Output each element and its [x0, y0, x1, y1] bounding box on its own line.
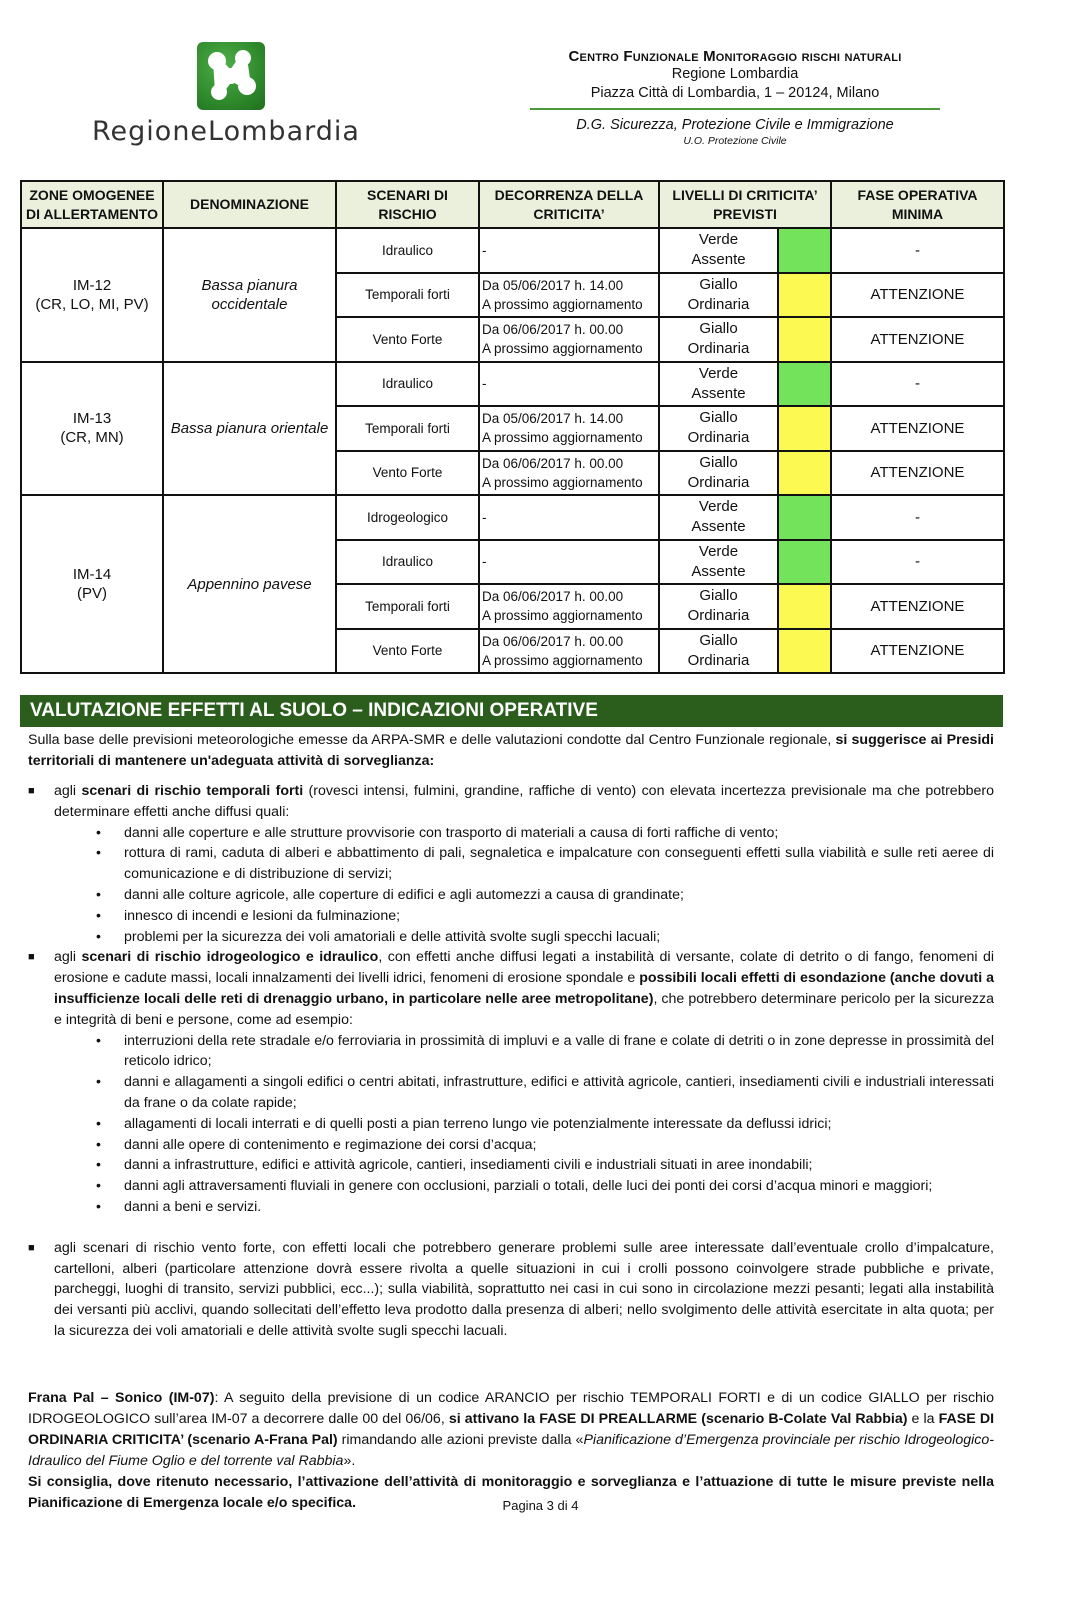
- bullet-icon: •: [96, 1136, 101, 1153]
- denominazione-cell: Bassa pianura occidentale: [163, 228, 336, 362]
- sublist-item-text: innesco di incendi e lesioni da fulminazione;: [124, 907, 401, 924]
- decorrenza-start: Da 05/06/2017 h. 14.00: [482, 411, 624, 427]
- livello-criticita: Assente: [691, 384, 746, 402]
- zone-provinces: (CR, LO, MI, PV): [35, 295, 149, 313]
- livello-color-name: Verde: [698, 542, 739, 560]
- bullet-icon: •: [96, 886, 101, 903]
- bullet-icon: •: [96, 1032, 101, 1049]
- intro-bold-text: si suggerisce ai Presidi territoriali di mantenere un'adeguata attività di sorveglianza:: [28, 732, 994, 769]
- frana-pal-paragraph: [28, 1388, 994, 1472]
- department: D.G. Sicurezza, Protezione Civile e Immigrazione: [576, 117, 894, 133]
- square-bullet-icon: ■: [28, 785, 35, 797]
- livello-color-name: Giallo: [699, 453, 738, 471]
- livello-cell: [659, 629, 778, 674]
- decorrenza-cell: [479, 629, 659, 674]
- document-header: [530, 48, 940, 148]
- livello-cell: [659, 495, 778, 540]
- livello-cell: [659, 584, 778, 629]
- col-header-zone: ZONE OMOGENEE DI ALLERTAMENTO: [21, 181, 163, 228]
- livello-criticita: Ordinaria: [687, 473, 750, 491]
- sublist-item-text: danni e allagamenti a singoli edifici o centri abitati, infrastrutture, edifici e attività agricole, cantieri, insediamenti civili e industriali interessati da frane o da colate rapide;: [124, 1074, 994, 1111]
- logo-wordmark: RegioneLombardia: [92, 116, 360, 147]
- square-bullet-icon: ■: [28, 951, 35, 964]
- livello-color-swatch: [778, 540, 831, 585]
- zone-provinces: (PV): [77, 585, 107, 602]
- livello-color-name: Verde: [698, 498, 739, 516]
- fase-operativa-cell: ATTENZIONE: [831, 584, 1004, 629]
- decorrenza-cell: [479, 406, 659, 451]
- bullet-icon: •: [96, 1074, 101, 1091]
- decorrenza-end: A prossimo aggiornamento: [482, 341, 643, 357]
- denominazione-cell: Appennino pavese: [163, 495, 336, 673]
- livello-criticita: Ordinaria: [687, 651, 750, 669]
- org-address: Piazza Città di Lombardia, 1 – 20124, Milano: [590, 85, 880, 101]
- livello-cell: [659, 317, 778, 362]
- bullet-icon: •: [96, 824, 101, 841]
- list-item-idrogeologico: [28, 947, 994, 1030]
- org-region: Regione Lombardia: [671, 66, 799, 82]
- regione-lombardia-logo: [92, 42, 372, 152]
- frana-text: rimandando alle azioni previste dalla «: [337, 1432, 584, 1448]
- livello-criticita: Ordinaria: [687, 340, 750, 358]
- livello-color-swatch: [778, 273, 831, 318]
- item-bold: possibili locali effetti di esondazione (anche dovuti a insufficienze locali delle reti di drenaggio urbano, in particolare nelle aree metropolitane): [54, 970, 994, 1007]
- org-title: Centro Funzionale Monitoraggio rischi naturali: [568, 48, 902, 65]
- square-bullet-icon: ■: [28, 1241, 35, 1254]
- sublist-item-text: allagamenti di locali interrati e di quelli posti a pian terreno lungo vie potenzialmente interessate da deflussi idrici;: [124, 1115, 832, 1132]
- scenario-cell: Vento Forte: [336, 317, 479, 362]
- unit: U.O. Protezione Civile: [683, 135, 787, 147]
- livello-color-name: Giallo: [699, 409, 738, 427]
- sublist-item: [28, 1135, 994, 1156]
- sublist-item-text: danni agli attraversamenti fluviali in genere con occlusioni, parziali o totali, delle luci dei ponti dei corsi d’acqua minori e maggiori;: [124, 1178, 933, 1195]
- livello-color-swatch: [778, 451, 831, 496]
- livello-color-swatch: [778, 406, 831, 451]
- intro-text: Sulla base delle previsioni meteorologiche emesse da ARPA-SMR e delle valutazioni condotte dal Centro Funzionale regionale,: [28, 732, 836, 748]
- bullet-icon: •: [96, 1198, 101, 1215]
- fase-operativa-cell: ATTENZIONE: [831, 273, 1004, 318]
- sublist-item: [28, 1072, 994, 1114]
- livello-cell: [659, 540, 778, 585]
- livello-criticita: Ordinaria: [687, 429, 750, 447]
- sublist-item-text: rottura di rami, caduta di alberi e abbattimento di pali, segnaletica e impalcature con conseguenti effetti sulla viabilità e sulle reti aeree di comunicazione e di distribuzione di servizi;: [124, 845, 994, 883]
- livello-color-swatch: [778, 362, 831, 407]
- item-text: agli: [54, 783, 82, 799]
- decorrenza-end: A prossimo aggiornamento: [482, 652, 643, 668]
- sublist-item-text: danni alle opere di contenimento e regimazione dei corsi d’acqua;: [124, 1136, 537, 1153]
- zone-code: IM-13: [72, 410, 112, 428]
- sublist-item: [28, 823, 994, 844]
- bullet-icon: •: [96, 1157, 101, 1174]
- decorrenza-cell: -: [479, 362, 659, 407]
- fase-operativa-cell: -: [831, 540, 1004, 585]
- scenario-cell: Vento Forte: [336, 629, 479, 674]
- livello-color-name: Giallo: [699, 587, 738, 605]
- sublist-item-text: danni alle coperture e alle strutture provvisorie con trasporto di materiali a causa di forti raffiche di vento;: [124, 824, 779, 841]
- livello-color-swatch: [778, 228, 831, 273]
- livello-color-name: Giallo: [699, 631, 738, 649]
- livello-criticita: Assente: [691, 518, 746, 536]
- scenario-cell: Idraulico: [336, 228, 479, 273]
- sublist-item: [28, 1176, 994, 1197]
- sublist-item-text: interruzioni della rete stradale e/o ferroviaria in prossimità di impluvi e a valle di frane e colate di detriti o in zone depresse in prossimità del reticolo idrico;: [124, 1032, 994, 1070]
- item-text: , con effetti anche diffusi legati a instabilità di versante, colate di detrito o di fango, fenomeni di erosione e cadute massi, locali innalzamenti dei livelli idrici, fenomeni di erosione spondale e: [54, 949, 995, 987]
- col-header-livelli: LIVELLI DI CRITICITA’ PREVISTI: [659, 181, 831, 228]
- decorrenza-start: Da 06/06/2017 h. 00.00: [482, 633, 624, 649]
- fase-operativa-cell: ATTENZIONE: [831, 629, 1004, 674]
- scenario-cell: Idraulico: [336, 362, 479, 407]
- frana-title: Frana Pal – Sonico (IM-07): [28, 1390, 215, 1406]
- sublist-item: [28, 1197, 994, 1218]
- zone-code: IM-12: [72, 276, 112, 294]
- scenario-cell: Idrogeologico: [336, 495, 479, 540]
- decorrenza-cell: [479, 317, 659, 362]
- zone-cell: [21, 495, 163, 673]
- livello-criticita: Assente: [691, 251, 746, 269]
- decorrenza-end: A prossimo aggiornamento: [482, 296, 643, 312]
- zone-cell: [21, 362, 163, 496]
- frana-text: ».: [343, 1453, 356, 1469]
- decorrenza-cell: [479, 584, 659, 629]
- col-header-decorrenza: DECORRENZA DELLA CRITICITA’: [479, 181, 659, 228]
- decorrenza-cell: -: [479, 228, 659, 273]
- item-text: agli: [54, 949, 82, 966]
- livello-color-name: Giallo: [699, 275, 738, 293]
- item-text: (rovesci intensi, fulmini, grandine, raffiche di vento) con elevata incertezza previsionale ma che potrebbero determinare effetti anche diffusi quali:: [54, 783, 994, 820]
- frana-text: e la: [907, 1411, 939, 1427]
- rosa-camuna-icon: [197, 42, 265, 110]
- table-row: [21, 495, 1004, 540]
- sublist-item: [28, 906, 994, 927]
- item-bold: scenari di rischio idrogeologico e idraulico: [81, 949, 379, 966]
- livello-criticita: Ordinaria: [687, 607, 750, 625]
- bullet-icon: •: [96, 928, 101, 945]
- sublist-item: [28, 1114, 994, 1135]
- closing-paragraph: Si consiglia, dove ritenuto necessario, l’attivazione dell’attività di monitoraggio e sorveglianza e l’attuazione di tutte le misure previste nella Pianificazione di Emergenza locale e/o specifica.: [28, 1474, 994, 1511]
- livello-color-name: Verde: [698, 231, 739, 249]
- sublist-item-text: problemi per la sicurezza dei voli amatoriali e delle attività svolte sugli specchi lacuali;: [124, 928, 661, 945]
- livello-cell: [659, 451, 778, 496]
- scenario-cell: Idraulico: [336, 540, 479, 585]
- livello-color-name: Verde: [698, 364, 739, 382]
- livello-color-name: Giallo: [699, 320, 738, 338]
- bullet-icon: •: [96, 907, 101, 924]
- fase-operativa-cell: ATTENZIONE: [831, 451, 1004, 496]
- table-row: [21, 228, 1004, 273]
- fase-operativa-cell: ATTENZIONE: [831, 317, 1004, 362]
- intro-paragraph: [28, 730, 994, 772]
- decorrenza-cell: -: [479, 495, 659, 540]
- decorrenza-cell: [479, 273, 659, 318]
- sublist-item-text: danni a infrastrutture, edifici e attività agricole, cantieri, insediamenti civili e industriali situati in aree inondabili;: [124, 1157, 813, 1174]
- fase-operativa-cell: -: [831, 362, 1004, 407]
- sublist-item: [28, 1155, 994, 1176]
- section-title: VALUTAZIONE EFFETTI AL SUOLO – INDICAZIONI OPERATIVE: [20, 695, 1003, 727]
- livello-color-swatch: [778, 495, 831, 540]
- table-row: [21, 362, 1004, 407]
- zone-cell: [21, 228, 163, 362]
- frana-text: : A seguito della previsione di un codice ARANCIO per rischio TEMPORALI FORTI e di un codice GIALLO per rischio IDROGEOLOGICO sull’area IM-07 a decorrere dalle 00 del 06/06,: [28, 1390, 994, 1427]
- denominazione-cell: Bassa pianura orientale: [163, 362, 336, 496]
- livello-color-swatch: [778, 584, 831, 629]
- sublist-item-text: danni a beni e servizi.: [124, 1198, 262, 1215]
- list-item-temporali: [28, 781, 994, 823]
- fase-operativa-cell: ATTENZIONE: [831, 406, 1004, 451]
- criticality-table: [20, 180, 1005, 674]
- fase-operativa-cell: -: [831, 495, 1004, 540]
- zone-code: IM-14: [72, 566, 112, 583]
- livello-criticita: Ordinaria: [687, 295, 750, 313]
- fase-operativa-cell: -: [831, 228, 1004, 273]
- item-text: agli scenari di rischio vento forte, con effetti locali che potrebbero generare problemi sulle aree interessate dall’eventuale crollo d’impalcature, cartelloni, alberi (particolare attenzione dovrà essere rivolta a quelle situazioni in cui i crolli possono coinvolgere strade pubbliche e private, parcheggi, luoghi di transito, servizi pubblici, ecc...); sulla viabilità, soprattutto nei casi in cui sono in circolazione mezzi pesanti; legati alla instabilità dei versanti più acclivi, quando sollecitati dell’effetto leva prodotto dalla presenza di alberi; nello svolgimento delle attività esercitate in alta quota; per la sicurezza dei voli amatoriali e delle attività svolte sugli specchi lacuali.: [54, 1239, 994, 1339]
- scenario-cell: Vento Forte: [336, 451, 479, 496]
- livello-color-swatch: [778, 629, 831, 674]
- decorrenza-start: Da 05/06/2017 h. 14.00: [482, 277, 624, 293]
- sublist-idrogeologico: [28, 1031, 994, 1218]
- col-header-scenari: SCENARI DI RISCHIO: [336, 181, 479, 228]
- livello-cell: [659, 362, 778, 407]
- sublist-item: [28, 1031, 994, 1073]
- decorrenza-end: A prossimo aggiornamento: [482, 430, 643, 446]
- decorrenza-start: Da 06/06/2017 h. 00.00: [482, 322, 624, 338]
- scenario-cell: Temporali forti: [336, 406, 479, 451]
- sublist-temporali: [28, 823, 994, 948]
- page-number: Pagina 3 di 4: [502, 1498, 579, 1513]
- item-text: , che potrebbero determinare pericolo per la sicurezza e integrità di beni e persone, come ad esempio:: [54, 990, 994, 1028]
- livello-cell: [659, 228, 778, 273]
- decorrenza-end: A prossimo aggiornamento: [482, 608, 643, 624]
- table-header-row: [21, 181, 1004, 228]
- sublist-item: [28, 843, 994, 885]
- decorrenza-start: Da 06/06/2017 h. 00.00: [482, 455, 624, 471]
- livello-cell: [659, 406, 778, 451]
- livello-cell: [659, 273, 778, 318]
- list-item-vento: [28, 1238, 994, 1342]
- frana-bold: si attivano la FASE DI PREALLARME (scenario B-Colate Val Rabbia): [448, 1411, 908, 1427]
- sublist-item: [28, 885, 994, 906]
- bullet-icon: •: [96, 1178, 101, 1195]
- livello-criticita: Assente: [691, 562, 746, 580]
- header-divider: [530, 108, 940, 110]
- sublist-item-text: danni alle colture agricole, alle coperture di edifici e agli automezzi a causa di grandinate;: [124, 886, 684, 903]
- zone-provinces: (CR, MN): [60, 429, 124, 447]
- frana-bold: FASE DI ORDINARIA CRITICITA’ (scenario A-Frana Pal): [28, 1411, 995, 1448]
- col-header-denominazione: DENOMINAZIONE: [163, 181, 336, 228]
- frana-italic: Pianificazione d’Emergenza provinciale per rischio Idrogeologico-Idraulico del Fiume Oglio e del torrente val Rabbia: [28, 1432, 994, 1469]
- scenario-cell: Temporali forti: [336, 584, 479, 629]
- scenario-cell: Temporali forti: [336, 273, 479, 318]
- livello-color-swatch: [778, 317, 831, 362]
- item-bold: scenari di rischio temporali forti: [81, 783, 304, 799]
- decorrenza-cell: -: [479, 540, 659, 585]
- col-header-fase: FASE OPERATIVA MINIMA: [831, 181, 1004, 228]
- bullet-icon: •: [96, 845, 101, 862]
- decorrenza-start: Da 06/06/2017 h. 00.00: [482, 589, 624, 605]
- sublist-item: [28, 927, 994, 948]
- operational-indications-list: [28, 781, 994, 1342]
- bullet-icon: •: [96, 1115, 101, 1132]
- decorrenza-end: A prossimo aggiornamento: [482, 474, 643, 490]
- decorrenza-cell: [479, 451, 659, 496]
